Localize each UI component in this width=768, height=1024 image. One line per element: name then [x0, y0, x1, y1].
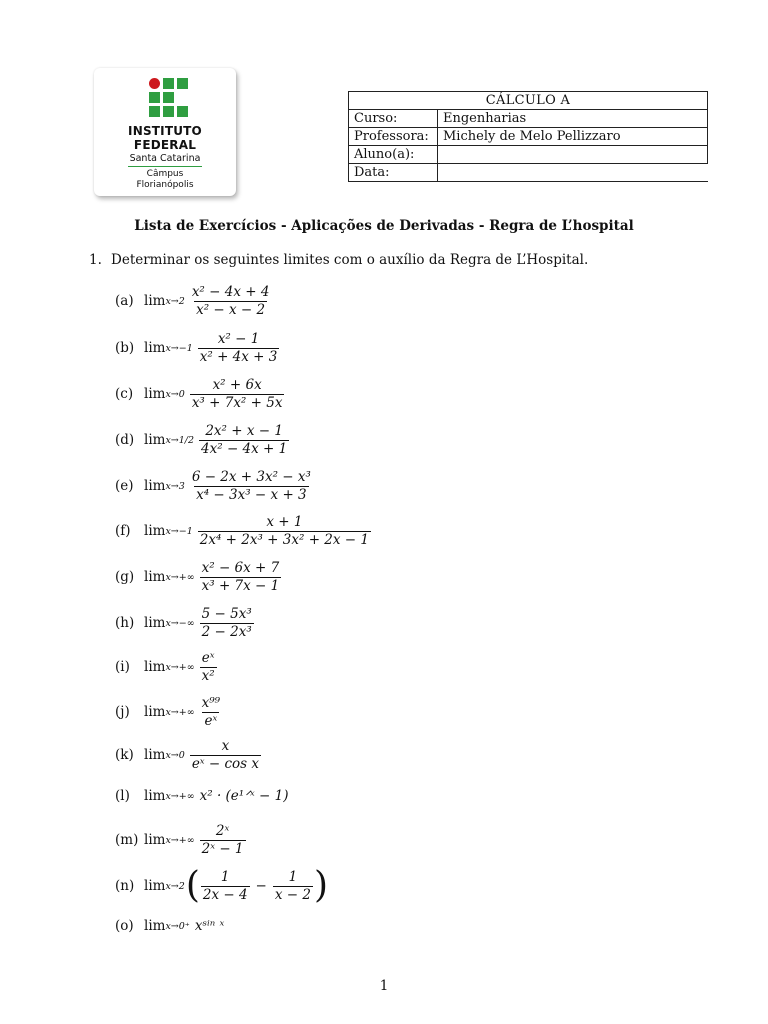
denominator: 2 − 2x³ — [201, 623, 252, 640]
denominator: x − 2 — [274, 886, 311, 903]
fraction — [201, 870, 250, 903]
denominator: 4x² − 4x + 1 — [201, 440, 288, 457]
exercise-label: (k) — [115, 747, 134, 763]
denominator: eˣ − cos x — [191, 755, 260, 772]
exercise-label: (i) — [115, 659, 130, 675]
fraction — [190, 470, 313, 503]
exercise-label: (g) — [115, 569, 135, 585]
question-number: 1. — [89, 252, 102, 268]
page-heading: Lista de Exercícios - Aplicações de Derivadas - Regra de L’hospital — [134, 218, 634, 234]
numerator: 2x² + x − 1 — [205, 422, 283, 439]
fraction — [200, 607, 254, 640]
lim-subscript: x→2 — [165, 880, 185, 892]
lim-subscript: x→+∞ — [165, 834, 195, 846]
denominator: x² − x − 2 — [196, 301, 266, 318]
exercise-h — [115, 603, 254, 643]
fraction — [190, 378, 285, 411]
exercise-label: (c) — [115, 386, 134, 402]
denominator: x³ + 7x² + 5x — [191, 394, 283, 411]
course-title: CÁLCULO A — [349, 92, 708, 110]
fraction — [190, 739, 261, 772]
lim-subscript: x→2 — [165, 295, 185, 307]
logo-red-dot — [149, 78, 160, 89]
minus-sign: − — [255, 878, 267, 894]
fraction — [198, 332, 280, 365]
denominator: x³ + 7x − 1 — [201, 577, 280, 594]
lim-subscript: x→3 — [165, 480, 185, 492]
exercise-label: (b) — [115, 340, 135, 356]
lim-operator: lim — [144, 293, 166, 309]
exercise-label: (e) — [115, 478, 134, 494]
lim-operator: lim — [144, 832, 166, 848]
exercise-label: (l) — [115, 788, 130, 804]
logo-line-state: Santa Catarina — [129, 153, 201, 164]
question-1 — [89, 252, 588, 268]
exercise-k — [115, 735, 261, 775]
lim-operator: lim — [144, 918, 166, 934]
lim-subscript: x→+∞ — [165, 706, 195, 718]
exercise-b — [115, 328, 279, 368]
numerator: x⁹⁹ — [201, 694, 221, 711]
lim-subscript: x→+∞ — [165, 790, 195, 802]
lim-operator: lim — [144, 478, 166, 494]
fraction — [200, 561, 282, 594]
exercise-label: (o) — [115, 918, 134, 934]
lim-subscript: x→−∞ — [165, 617, 195, 629]
lim-subscript: x→+∞ — [165, 571, 195, 583]
lim-subscript: x→0 — [165, 749, 185, 761]
date-field[interactable] — [438, 164, 708, 182]
denominator: 2ˣ − 1 — [201, 840, 244, 857]
numerator: x — [221, 737, 230, 754]
date-label: Data: — [349, 164, 438, 182]
lim-operator: lim — [144, 569, 166, 585]
exercise-c — [115, 374, 284, 414]
fraction — [190, 285, 272, 318]
fraction — [200, 824, 246, 857]
lim-subscript: x→0⁺ — [165, 920, 190, 932]
exercise-m — [115, 820, 246, 860]
lim-operator: lim — [144, 615, 166, 631]
lim-operator: lim — [144, 386, 166, 402]
logo-divider — [128, 166, 202, 167]
fraction — [199, 424, 289, 457]
fraction-2 — [273, 870, 313, 903]
fraction — [200, 696, 222, 729]
denominator: 2x⁴ + 2x³ + 3x² + 2x − 1 — [199, 531, 369, 548]
course-value: Engenharias — [438, 110, 708, 128]
denominator: x² + 4x + 3 — [199, 348, 278, 365]
institution-logo — [94, 68, 236, 196]
logo-grid-icon — [149, 78, 189, 118]
exercise-o — [115, 906, 224, 946]
lim-subscript: x→+∞ — [165, 661, 195, 673]
denominator: x² — [201, 667, 215, 684]
numerator: 1 — [288, 868, 298, 885]
expression: xˢⁱⁿ ˣ — [194, 918, 225, 934]
exercise-label: (f) — [115, 523, 131, 539]
denominator: x⁴ − 3x³ − x + 3 — [196, 486, 307, 503]
right-parenthesis: ) — [313, 865, 329, 906]
logo-line-federal: FEDERAL — [133, 138, 197, 152]
lim-operator: lim — [144, 659, 166, 675]
lim-operator: lim — [144, 747, 166, 763]
numerator: 5 − 5x³ — [201, 605, 252, 622]
course-label: Curso: — [349, 110, 438, 128]
professor-label: Professora: — [349, 128, 438, 146]
numerator: 6 − 2x + 3x² − x³ — [191, 468, 311, 485]
exercise-label: (d) — [115, 432, 135, 448]
denominator: 2x − 4 — [202, 886, 248, 903]
exercise-label: (m) — [115, 832, 139, 848]
lim-subscript: x→0 — [165, 388, 185, 400]
lim-operator: lim — [144, 878, 166, 894]
denominator: eˣ — [204, 712, 218, 729]
numerator: eˣ — [201, 649, 215, 666]
page-number: 1 — [379, 978, 389, 994]
exercise-label: (j) — [115, 704, 130, 720]
numerator: x² − 6x + 7 — [201, 559, 280, 576]
student-field[interactable] — [438, 146, 708, 164]
logo-line-campus: Câmpus — [146, 169, 184, 179]
exercise-label: (h) — [115, 615, 135, 631]
exercise-j — [115, 692, 222, 732]
exercise-d — [115, 420, 289, 460]
numerator: x² − 4x + 4 — [191, 283, 270, 300]
numerator: x² − 1 — [217, 330, 260, 347]
lim-subscript: x→−1 — [165, 525, 193, 537]
student-label: Aluno(a): — [349, 146, 438, 164]
exercise-l — [115, 776, 288, 816]
professor-value: Michely de Melo Pellizzaro — [438, 128, 708, 146]
fraction — [200, 651, 217, 684]
numerator: 1 — [220, 868, 230, 885]
numerator: x² + 6x — [212, 376, 262, 393]
exercise-i — [115, 647, 217, 687]
exercise-label: (n) — [115, 878, 135, 894]
numerator: 2ˣ — [215, 822, 230, 839]
fraction — [198, 515, 371, 548]
lim-operator: lim — [144, 432, 166, 448]
exercise-label: (a) — [115, 293, 134, 309]
logo-line-instituto: INSTITUTO — [128, 124, 202, 138]
exercise-e — [115, 466, 313, 506]
lim-operator: lim — [144, 340, 166, 356]
logo-line-city: Florianópolis — [136, 180, 194, 190]
lim-subscript: x→1/2 — [165, 434, 195, 446]
exercise-a — [115, 281, 271, 321]
lim-operator: lim — [144, 788, 166, 804]
exercise-f — [115, 511, 371, 551]
lim-subscript: x→−1 — [165, 342, 193, 354]
exercise-g — [115, 557, 281, 597]
numerator: x + 1 — [266, 513, 303, 530]
question-text: Determinar os seguintes limites com o auxílio da Regra de L’Hospital. — [111, 252, 589, 268]
lim-operator: lim — [144, 523, 166, 539]
left-parenthesis: ( — [185, 865, 200, 906]
course-info-table — [348, 91, 708, 182]
exercise-n — [115, 866, 329, 906]
expression: x² · (e¹ᐟˣ − 1) — [199, 788, 289, 804]
lim-operator: lim — [144, 704, 166, 720]
